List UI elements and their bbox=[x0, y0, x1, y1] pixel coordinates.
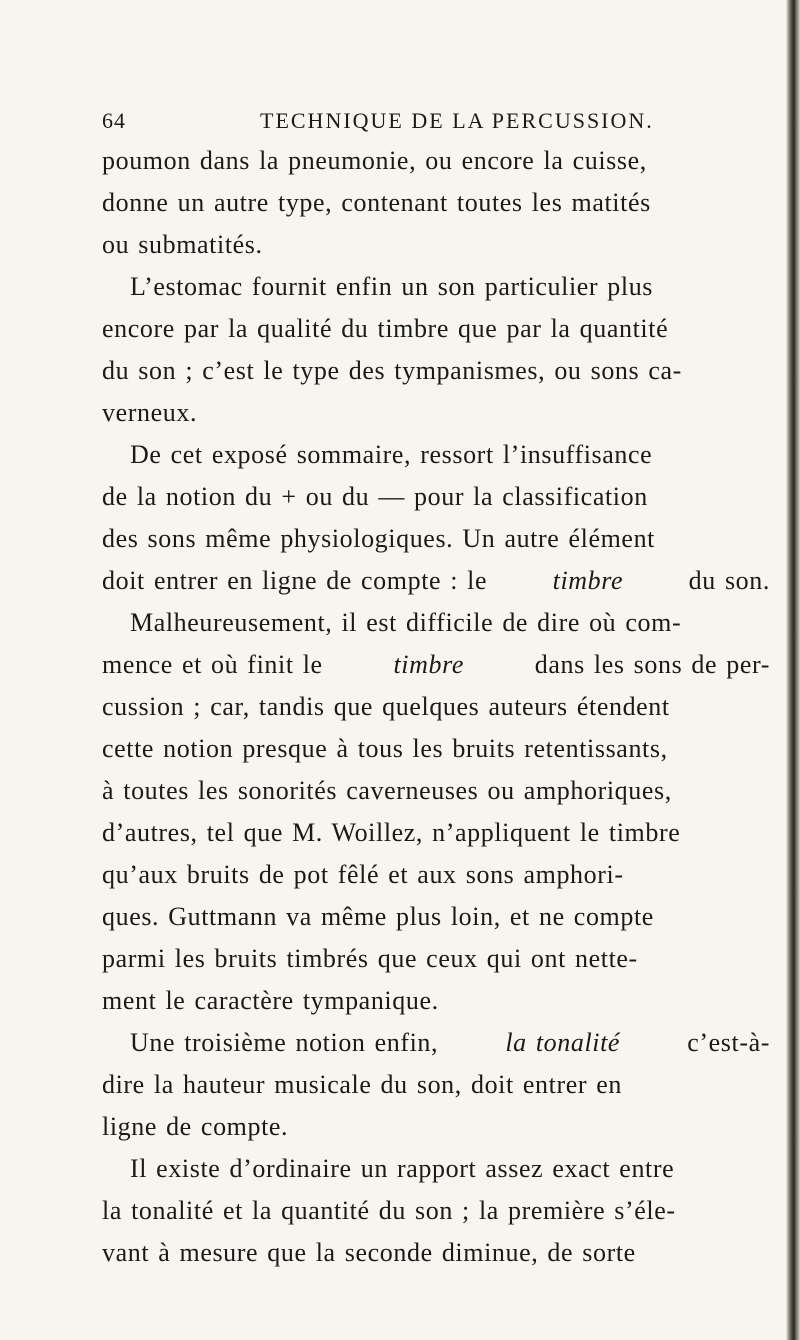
line-text: d’autres, tel que M. Woillez, n’appliquent le timbre bbox=[102, 818, 681, 847]
paragraph-start bbox=[102, 602, 770, 644]
line-text: la tonalité et la quantité du son ; la première s’éle- bbox=[102, 1196, 676, 1225]
line-text: doit entrer en ligne de compte : le bbox=[102, 566, 488, 595]
text-line bbox=[102, 1232, 770, 1274]
line-text: Malheureusement, il est difficile de dire où com- bbox=[130, 608, 682, 637]
page-edge bbox=[786, 0, 800, 1340]
text-line bbox=[102, 980, 770, 1022]
text-line bbox=[102, 686, 770, 728]
line-text: cette notion presque à tous les bruits retentissants, bbox=[102, 734, 668, 763]
text-line bbox=[102, 812, 770, 854]
page-number: 64 bbox=[102, 108, 126, 133]
body-text bbox=[102, 140, 770, 1274]
text-line bbox=[102, 350, 770, 392]
text-line bbox=[102, 896, 770, 938]
text-line bbox=[102, 1190, 770, 1232]
line-text: des sons même physiologiques. Un autre élément bbox=[102, 524, 655, 553]
text-line bbox=[102, 224, 770, 266]
text-line bbox=[102, 1064, 770, 1106]
line-text: De cet exposé sommaire, ressort l’insuffisance bbox=[130, 440, 653, 469]
line-text: ment le caractère tympanique. bbox=[102, 986, 439, 1015]
running-header bbox=[100, 100, 760, 136]
paragraph-start bbox=[102, 266, 770, 308]
line-text: dans les sons de per- bbox=[534, 650, 770, 679]
line-text: c’est-à- bbox=[687, 1028, 770, 1057]
italic-term: timbre bbox=[552, 566, 624, 595]
paragraph-start bbox=[102, 434, 770, 476]
line-text: mence et où finit le bbox=[102, 650, 323, 679]
line-text: L’estomac fournit enfin un son particulier plus bbox=[130, 272, 654, 301]
line-text: qu’aux bruits de pot fêlé et aux sons amphori- bbox=[102, 860, 624, 889]
text-line bbox=[102, 854, 770, 896]
text-line bbox=[102, 728, 770, 770]
line-text: du son ; c’est le type des tympanismes, ou sons ca- bbox=[102, 356, 682, 385]
text-line bbox=[102, 518, 770, 560]
line-text: Il existe d’ordinaire un rapport assez exact entre bbox=[130, 1154, 675, 1183]
text-line bbox=[102, 182, 770, 224]
line-text: dire la hauteur musicale du son, doit entrer en bbox=[102, 1070, 622, 1099]
line-text: ligne de compte. bbox=[102, 1112, 289, 1141]
line-text: vant à mesure que la seconde diminue, de sorte bbox=[102, 1238, 636, 1267]
text-line bbox=[102, 938, 770, 980]
italic-term: timbre bbox=[393, 650, 464, 679]
line-text: donne un autre type, contenant toutes les matités bbox=[102, 188, 651, 217]
text-line bbox=[102, 770, 770, 812]
paragraph-start bbox=[102, 1022, 770, 1064]
line-text: ou submatités. bbox=[102, 230, 263, 259]
text-line bbox=[102, 392, 770, 434]
line-text: poumon dans la pneumonie, ou encore la cuisse, bbox=[102, 146, 647, 175]
line-text: verneux. bbox=[102, 398, 198, 427]
text-line bbox=[102, 560, 770, 602]
line-text: ques. Guttmann va même plus loin, et ne compte bbox=[102, 902, 654, 931]
text-line bbox=[102, 476, 770, 518]
paragraph-start bbox=[102, 1148, 770, 1190]
line-text: de la notion du + ou du — pour la classification bbox=[102, 482, 648, 511]
line-text: Une troisième notion enfin, bbox=[130, 1028, 439, 1057]
text-line bbox=[102, 308, 770, 350]
italic-term: la tonalité bbox=[505, 1028, 621, 1057]
line-text: à toutes les sonorités caverneuses ou amphoriques, bbox=[102, 776, 672, 805]
line-text: cussion ; car, tandis que quelques auteurs étendent bbox=[102, 692, 670, 721]
text-line bbox=[102, 644, 770, 686]
line-text: parmi les bruits timbrés que ceux qui ont nette- bbox=[102, 944, 638, 973]
running-title: TECHNIQUE DE LA PERCUSSION. bbox=[260, 108, 654, 133]
line-text: encore par la qualité du timbre que par la quantité bbox=[102, 314, 669, 343]
text-line bbox=[102, 1106, 770, 1148]
line-text: du son. bbox=[688, 566, 770, 595]
text-line bbox=[102, 140, 770, 182]
